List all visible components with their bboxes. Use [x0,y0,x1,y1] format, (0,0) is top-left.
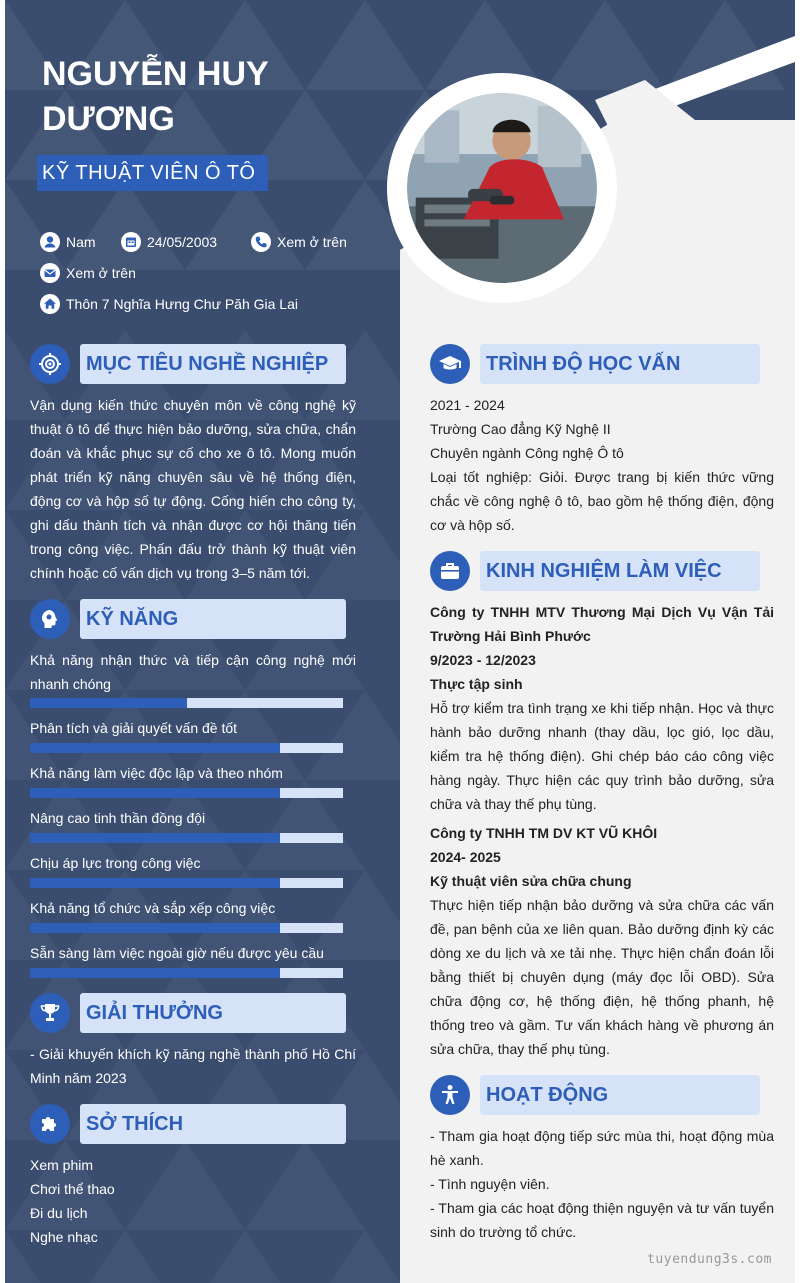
hobbies-header [30,1104,350,1144]
calendar-icon [121,232,141,252]
hobbies-title: SỞ THÍCH [86,1113,184,1135]
phone-icon [251,232,271,252]
skill-fill [30,833,280,843]
job-role: Kỹ thuật viên sửa chữa chung [430,873,632,889]
job-period: 2024- 2025 [430,849,501,865]
skill-label: Phân tích và giải quyết vấn đề tốt [30,720,238,736]
hobby-item: Xem phim [30,1157,94,1173]
skill-label: Khả năng nhận thức và tiếp cận công nghệ mới nhanh chóng [30,652,356,692]
skill-fill [30,698,187,708]
education-period: 2021 - 2024 [430,397,505,413]
contact-gender [40,232,96,252]
full-name: NGUYỄN HUY DƯƠNG [42,55,269,138]
objective-icon-circle [30,344,70,384]
job-description: Thực hiện tiếp nhận bảo dưỡng và sửa chữa các vấn đề, pan bệnh của xe liên quan. Bảo dưỡng định kỳ các dòng xe du lịch và xe tải nhẹ. Thực hiện chẩn đoán lỗi bằng thiết bị chuyên dụng (máy đọc lỗi OBD). Sửa chữa động cơ, hệ thống điện, hệ thống phanh, hệ thống treo và gầm. Tư vấn khách hàng về phương án sửa chữa, thay thế phụ tùng. [430,897,774,1057]
contact-phone [251,232,347,252]
avatar [407,93,597,283]
birthday-text: 24/05/2003 [147,234,218,250]
skills-header [30,599,350,639]
education-major: Chuyên ngành Công nghệ Ô tô [430,445,624,461]
job-description: Hỗ trợ kiểm tra tình trạng xe khi tiếp nhận. Học và thực hành bảo dưỡng nhanh (thay dầu, lọc gió, lọc dầu, kiểm tra hệ thống điện). Ghi chép báo cáo công việc hàng ngày. Thực hiện các quy trình bảo dưỡng, sửa chữa và thay thế phụ tùng. [430,700,774,812]
skill-label: Khả năng làm việc độc lập và theo nhóm [30,765,283,781]
activities-title: HOẠT ĐỘNG [486,1084,609,1106]
phone-text: Xem ở trên [277,234,347,250]
mail-icon [40,263,60,283]
activity-item: - Tình nguyện viên. [430,1176,550,1192]
skill-bar [30,833,343,843]
email-text: Xem ở trên [66,265,136,281]
objective-header [30,344,350,384]
job-company: Công ty TNHH MTV Thương Mại Dịch Vụ Vận Tải Trường Hải Bình Phước [430,604,774,644]
head-icon [38,607,62,631]
skill-bar [30,743,343,753]
job-role: Thực tập sinh [430,676,523,692]
puzzle-icon [38,1112,62,1136]
trophy-icon [38,1001,62,1025]
skill-bar [30,788,343,798]
job-company: Công ty TNHH TM DV KT VŨ KHÔI [430,825,658,841]
experience-title: KINH NGHIỆM LÀM VIỆC [486,560,722,582]
skill-label: Khả năng tổ chức và sắp xếp công việc [30,900,276,916]
skill-bar [30,878,343,888]
education-school: Trường Cao đẳng Kỹ Nghệ II [430,421,611,437]
watermark: tuyendung3s.com [647,1252,772,1267]
experience-header [430,551,765,591]
hobby-item: Đi du lịch [30,1205,88,1221]
education-detail: Loại tốt nghiệp: Giỏi. Được trang bị kiến thức vững chắc về công nghệ ô tô, bao gồm hệ thống điện, động cơ và hộp số. [430,469,774,533]
skill-fill [30,923,280,933]
contact-email [40,263,136,283]
skill-label: Chịu áp lực trong công việc [30,855,201,871]
skill-label: Sẵn sàng làm việc ngoài giờ nếu được yêu cầu [30,945,324,961]
person-icon [438,1083,462,1107]
hobbies-icon-circle [30,1104,70,1144]
job-period: 9/2023 - 12/2023 [430,652,536,668]
skill-fill [30,788,280,798]
objective-text: Vận dụng kiến thức chuyên môn về công nghệ kỹ thuật ô tô để thực hiện bảo dưỡng, sửa chữa, chẩn đoán và khắc phục sự cố cho xe ô tô. Mong muốn phát triển kỹ năng chuyên sâu về hệ thống điện, động cơ và hộp số tự động. Cống hiến cho công ty, ghi dấu thành tích và nhận được cơ hội thăng tiến trong công việc. Phấn đấu trở thành kỹ thuật viên chính hoặc cố vấn dịch vụ trong 3–5 năm tới. [30,397,356,581]
briefcase-icon [438,559,462,583]
skill-fill [30,743,280,753]
skill-bar [30,698,343,708]
awards-header [30,993,350,1033]
activity-item: - Tham gia hoạt động tiếp sức mùa thi, hoạt động mùa hè xanh. [430,1128,774,1168]
skill-fill [30,968,280,978]
experience-icon-circle [430,551,470,591]
hobby-item: Nghe nhạc [30,1229,98,1245]
objective-title: MỤC TIÊU NGHỀ NGHIỆP [86,353,329,375]
hobby-item: Chơi thể thao [30,1181,115,1197]
target-icon [38,352,62,376]
user-icon [40,232,60,252]
activities-icon-circle [430,1075,470,1115]
awards-text: - Giải khuyến khích kỹ năng nghề thành phố Hồ Chí Minh năm 2023 [30,1046,356,1086]
awards-title: GIẢI THƯỞNG [86,1002,223,1024]
gender-text: Nam [66,234,96,250]
skill-bar [30,923,343,933]
job-title-badge: KỸ THUẬT VIÊN Ô TÔ [37,155,268,191]
skills-icon-circle [30,599,70,639]
skills-title: KỸ NĂNG [86,608,179,630]
skill-label: Nâng cao tinh thần đồng đội [30,810,206,826]
education-title: TRÌNH ĐỘ HỌC VẤN [486,353,681,375]
activity-item: - Tham gia các hoạt động thiện nguyện và tư vấn tuyển sinh do trường tổ chức. [430,1200,774,1240]
graduation-cap-icon [438,352,462,376]
education-header [430,344,765,384]
contact-birthday [121,232,217,252]
skill-bar [30,968,343,978]
contact-address [40,294,298,314]
home-icon [40,294,60,314]
activities-header [430,1075,765,1115]
address-text: Thôn 7 Nghĩa Hưng Chư Păh Gia Lai [66,296,298,312]
awards-icon-circle [30,993,70,1033]
education-icon-circle [430,344,470,384]
skill-fill [30,878,280,888]
